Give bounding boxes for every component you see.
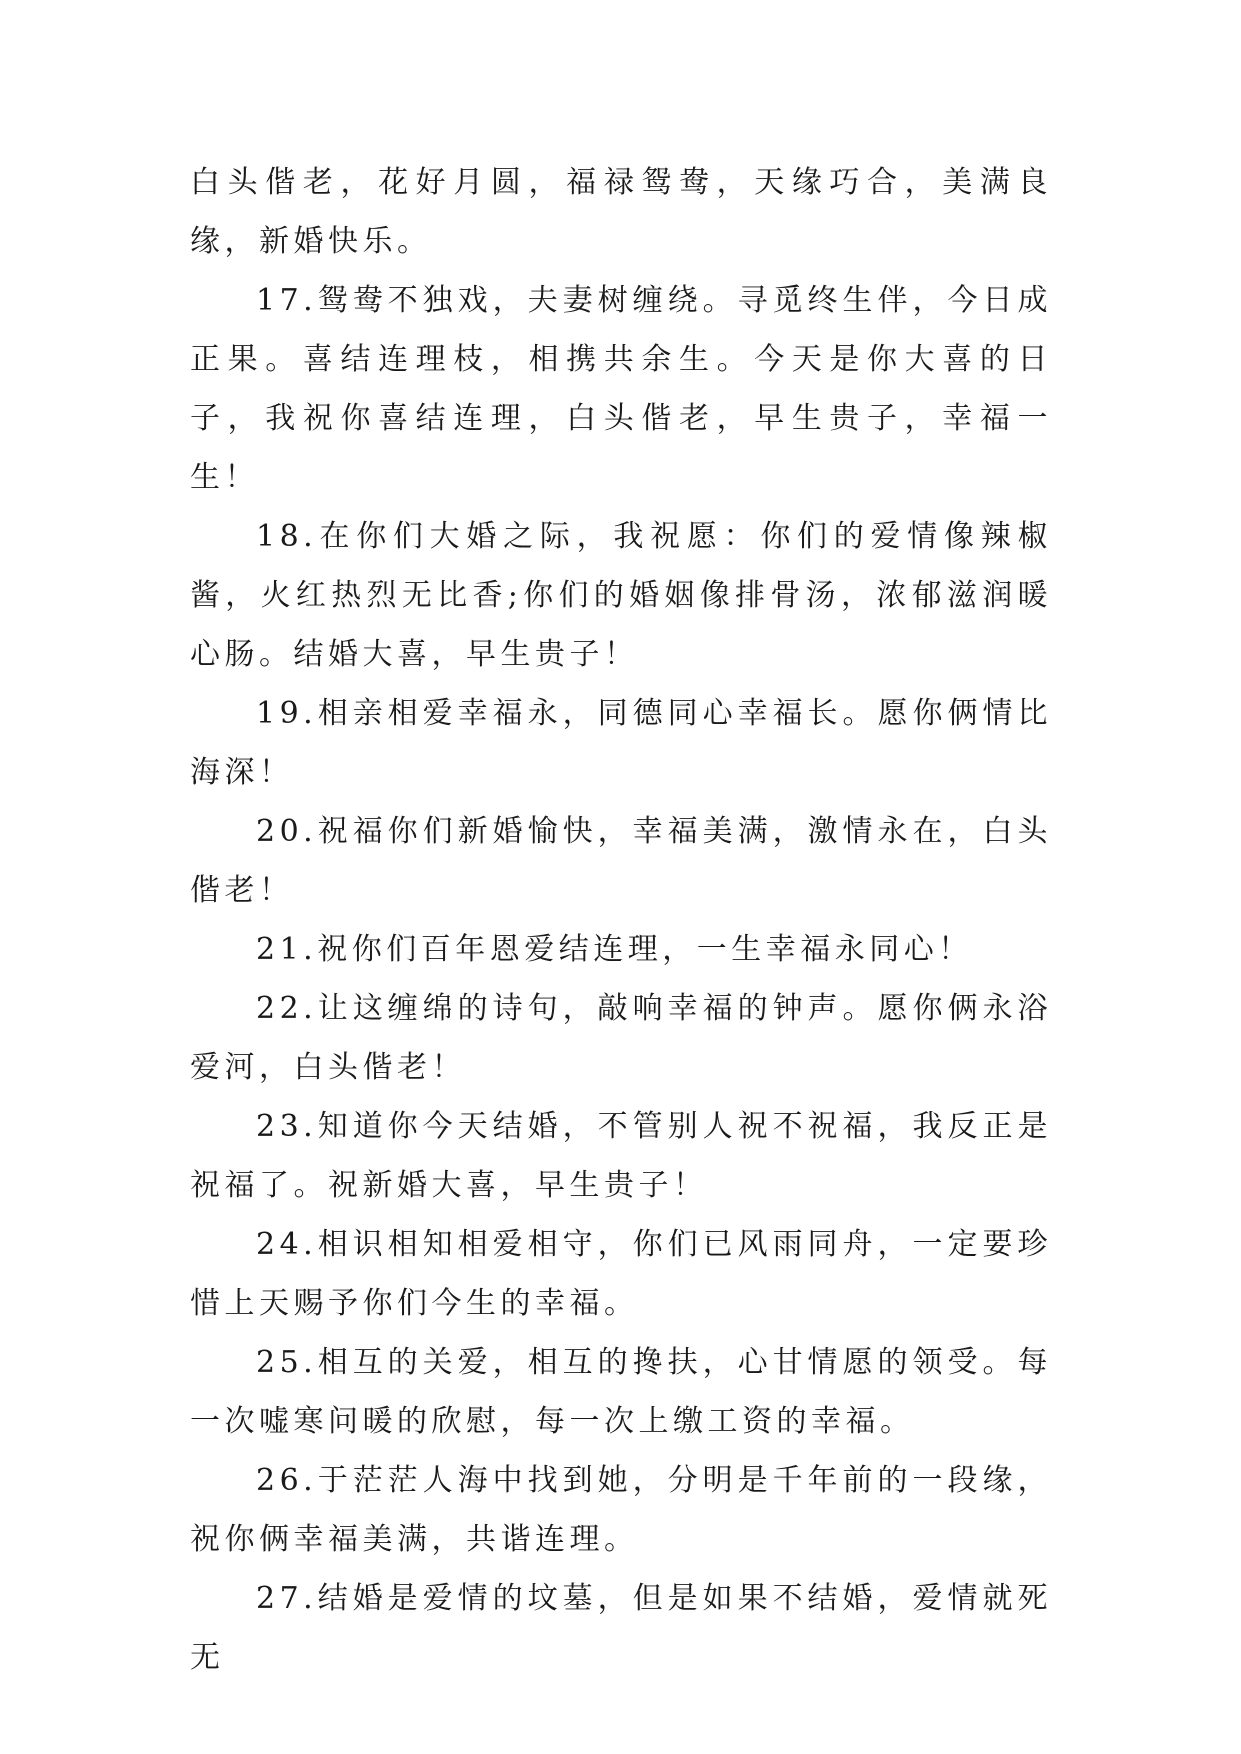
wish-item-18: 18.在你们大婚之际，我祝愿：你们的爱情像辣椒酱，火红热烈无比香;你们的婚姻像排骨汤，浓郁滋润暖心肠。结婚大喜，早生贵子！ <box>190 519 1052 672</box>
wish-item-19: 19.相亲相爱幸福永，同德同心幸福长。愿你俩情比海深！ <box>190 696 1052 790</box>
wish-item-17: 17.鸳鸯不独戏，夫妻树缠绕。寻觅终生伴，今日成正果。喜结连理枝，相携共余生。今天是你大喜的日子，我祝你喜结连理，白头偕老，早生贵子，幸福一生！ <box>190 283 1052 495</box>
wish-item-20: 20.祝福你们新婚愉快，幸福美满，激情永在，白头偕老！ <box>190 814 1052 908</box>
paragraph-continuation: 白头偕老，花好月圆，福禄鸳鸯，天缘巧合，美满良缘，新婚快乐。 <box>190 165 1052 259</box>
wish-item-24: 24.相识相知相爱相守，你们已风雨同舟，一定要珍惜上天赐予你们今生的幸福。 <box>190 1227 1052 1321</box>
wish-item-27: 27.结婚是爱情的坟墓，但是如果不结婚，爱情就死无 <box>190 1581 1052 1675</box>
wish-item-22: 22.让这缠绵的诗句，敲响幸福的钟声。愿你俩永浴爱河，白头偕老！ <box>190 991 1052 1085</box>
wish-item-25: 25.相互的关爱，相互的搀扶，心甘情愿的领受。每一次嘘寒问暖的欣慰，每一次上缴工资的幸福。 <box>190 1345 1052 1439</box>
document-page <box>190 153 1052 1687</box>
wish-item-26: 26.于茫茫人海中找到她，分明是千年前的一段缘，祝你俩幸福美满，共谐连理。 <box>190 1463 1052 1557</box>
wish-item-23: 23.知道你今天结婚，不管别人祝不祝福，我反正是祝福了。祝新婚大喜，早生贵子！ <box>190 1109 1052 1203</box>
wish-item-21: 21.祝你们百年恩爱结连理，一生幸福永同心！ <box>256 932 973 967</box>
